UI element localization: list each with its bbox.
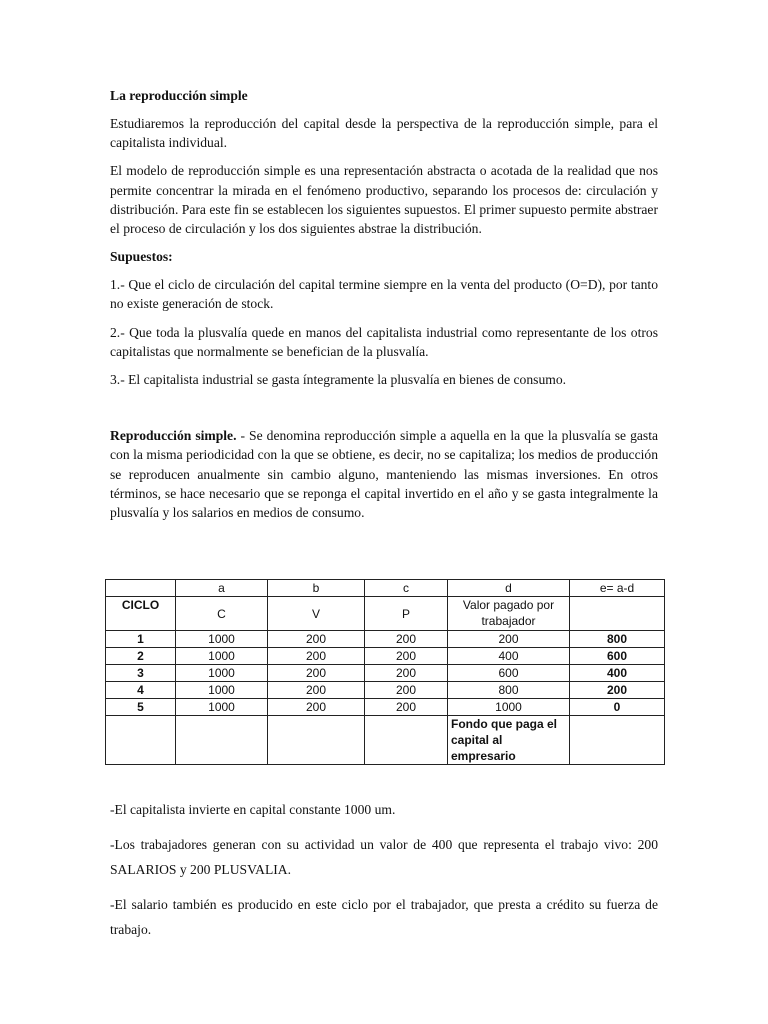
document-body	[110, 86, 658, 531]
empty-cell	[176, 716, 268, 765]
table-row	[106, 631, 665, 648]
header-cell: P	[365, 597, 448, 631]
v-cell: 200	[268, 665, 365, 682]
c-cell: 1000	[176, 665, 268, 682]
reproduccion-lead: Reproducción simple.	[110, 428, 237, 444]
reproduction-table	[105, 579, 665, 765]
e-cell: 800	[570, 631, 665, 648]
p-cell: 200	[365, 699, 448, 716]
d-cell: 800	[448, 682, 570, 699]
v-cell: 200	[268, 682, 365, 699]
table-letter-row	[106, 580, 665, 597]
supuesto-3: 3.- El capitalista industrial se gasta íntegramente la plusvalía en bienes de consumo.	[110, 372, 567, 388]
intro-paragraph-2: El modelo de reproducción simple es una representación abstracta o acotada de la realidad que nos permite concentrar la mirada en el fenómeno productivo, separando los procesos de: circulación y distribución. Para este fin se establecen los siguientes supuestos. El primer supuesto permite abstraer el proceso de circulación y los dos siguientes abstrae la distribución.	[110, 163, 658, 237]
e-cell: 600	[570, 648, 665, 665]
c-cell: 1000	[176, 699, 268, 716]
empty-cell	[268, 716, 365, 765]
table-footer-row	[106, 716, 665, 765]
section-title: La reproducción simple	[110, 88, 248, 103]
cycle-cell: 2	[106, 648, 176, 665]
p-cell: 200	[365, 648, 448, 665]
d-cell: 600	[448, 665, 570, 682]
d-cell: 400	[448, 648, 570, 665]
header-cell: V	[268, 597, 365, 631]
cycle-cell: 5	[106, 699, 176, 716]
table-row	[106, 682, 665, 699]
letter-cell	[106, 580, 176, 597]
header-cell	[570, 597, 665, 631]
letter-cell: e= a-d	[570, 580, 665, 597]
e-cell: 400	[570, 665, 665, 682]
note-capital-constante: -El capitalista invierte en capital constante 1000 um.	[110, 802, 396, 817]
e-cell: 200	[570, 682, 665, 699]
empty-cell	[365, 716, 448, 765]
intro-paragraph-1: Estudiaremos la reproducción del capital desde la perspectiva de la reproducción simple, para el capitalista individual.	[110, 116, 658, 151]
table-row	[106, 665, 665, 682]
letter-cell: a	[176, 580, 268, 597]
c-cell: 1000	[176, 648, 268, 665]
table-header-row	[106, 597, 665, 631]
c-cell: 1000	[176, 631, 268, 648]
fondo-note-cell: Fondo que paga el capital al empresario	[448, 716, 570, 765]
spacer	[110, 398, 658, 426]
note-salario: -El salario también es producido en este ciclo por el trabajador, que presta a crédito su fuerza de trabajo.	[110, 897, 658, 937]
letter-cell: c	[365, 580, 448, 597]
header-cell: C	[176, 597, 268, 631]
d-cell: 1000	[448, 699, 570, 716]
reproduccion-text: - Se denomina reproducción simple a aquella en la que la plusvalía se gasta con la misma periodicidad con la que se obtiene, es decir, no se capitaliza; los medios de producción se reproducen anualmente sin cambio alguno, manteniendo las mismas inversiones. En otros términos, se hace necesario que se reponga el capital invertido en el año y se gasta integralmente la plusvalía y los salarios en medios de consumo.	[110, 428, 659, 521]
empty-cell	[106, 716, 176, 765]
e-cell: 0	[570, 699, 665, 716]
empty-cell	[570, 716, 665, 765]
d-cell: 200	[448, 631, 570, 648]
table-row	[106, 699, 665, 716]
letter-cell: b	[268, 580, 365, 597]
header-cell: CICLO	[106, 597, 176, 631]
letter-cell: d	[448, 580, 570, 597]
v-cell: 200	[268, 699, 365, 716]
table-row	[106, 648, 665, 665]
note-trabajadores: -Los trabajadores generan con su actividad un valor de 400 que representa el trabajo vivo: 200 SALARIOS y 200 PLUSVALIA.	[110, 837, 658, 877]
cycle-cell: 1	[106, 631, 176, 648]
v-cell: 200	[268, 648, 365, 665]
c-cell: 1000	[176, 682, 268, 699]
closing-notes	[110, 798, 658, 952]
v-cell: 200	[268, 631, 365, 648]
p-cell: 200	[365, 682, 448, 699]
header-cell: Valor pagado por trabajador	[448, 597, 570, 631]
p-cell: 200	[365, 631, 448, 648]
p-cell: 200	[365, 665, 448, 682]
supuesto-1: 1.- Que el ciclo de circulación del capital termine siempre en la venta del producto (O=D), por tanto no existe generación de stock.	[110, 277, 658, 312]
cycle-cell: 4	[106, 682, 176, 699]
supuesto-2: 2.- Que toda la plusvalía quede en manos del capitalista industrial como representante de los otros capitalistas que normalmente se benefician de la plusvalía.	[110, 324, 658, 359]
cycle-cell: 3	[106, 665, 176, 682]
supuestos-heading: Supuestos:	[110, 249, 173, 265]
reproduccion-paragraph	[110, 426, 658, 522]
